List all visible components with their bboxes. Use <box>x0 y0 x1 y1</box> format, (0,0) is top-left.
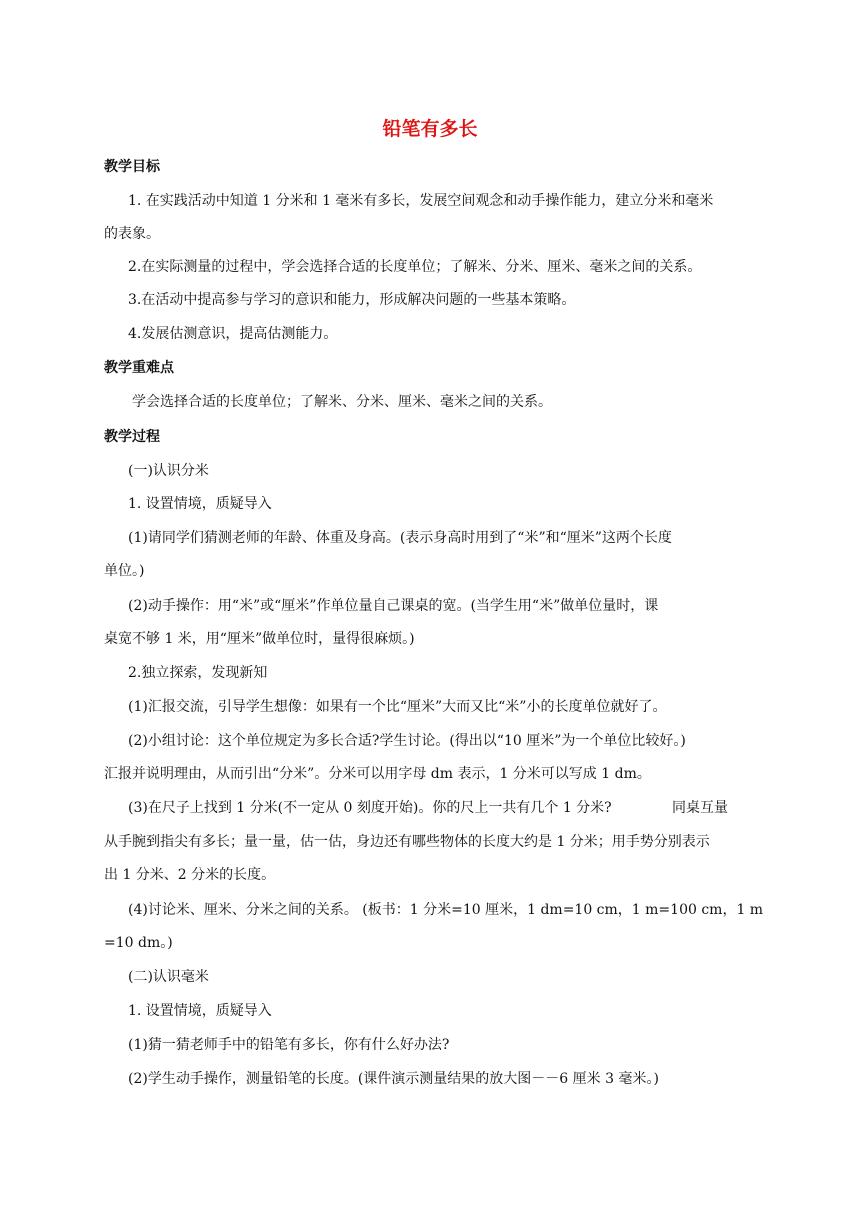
process-section-1: (一)认识分米 <box>128 463 209 479</box>
process-item-4-line-1: (2)小组讨论：这个单位规定为多长合适?学生讨论。(得出以“10 厘米”为一个单位比较好。) <box>128 733 686 749</box>
process-item-1-line-1: (1)请同学们猜测老师的年龄、体重及身高。(表示身高时用到了“米”和“厘米”这两个长度 <box>128 530 672 546</box>
process-item-7: (1)猜一猜老师手中的铅笔有多长，你有什么好办法? <box>128 1037 450 1053</box>
heading-teaching-process: 教学过程 <box>104 429 160 445</box>
process-item-3: (1)汇报交流，引导学生想像：如果有一个比“厘米”大而又比“米”小的长度单位就好了。 <box>128 699 667 715</box>
process-item-6-line-2: =10 dm。) <box>104 935 173 951</box>
process-item-2-line-2: 桌宽不够 1 米，用“厘米”做单位时，量得很麻烦。) <box>104 631 415 647</box>
process-item-1-line-2: 单位。) <box>104 563 145 579</box>
process-item-2-line-1: (2)动手操作：用“米”或“厘米”作单位量自己课桌的宽。(当学生用“米”做单位量时，课 <box>128 598 659 614</box>
process-step-3: 1. 设置情境，质疑导入 <box>128 1003 272 1019</box>
heading-key-points: 教学重难点 <box>104 360 174 376</box>
process-section-2: (二)认识毫米 <box>128 969 209 985</box>
key-points-text: 学会选择合适的长度单位；了解米、分米、厘米、毫米之间的关系。 <box>132 394 552 410</box>
process-item-5-line-1-tail: 同桌互量 <box>672 800 728 816</box>
process-step-2: 2.独立探索，发现新知 <box>128 665 268 681</box>
process-item-5-line-1: (3)在尺子上找到 1 分米(不一定从 0 刻度开始)。你的尺上一共有几个 1 分米? <box>128 800 612 816</box>
process-step-1: 1. 设置情境，质疑导入 <box>128 496 272 512</box>
process-item-5-line-2: 从手腕到指尖有多长；量一量，估一估，身边还有哪些物体的长度大约是 1 分米；用手势分别表示 <box>104 834 710 850</box>
process-item-5-line-3: 出 1 分米、2 分米的长度。 <box>104 867 276 883</box>
heading-teaching-goals: 教学目标 <box>104 159 160 175</box>
goal-1-line-2: 的表象。 <box>104 226 160 242</box>
goal-2: 2.在实际测量的过程中，学会选择合适的长度单位；了解米、分米、厘米、毫米之间的关系。 <box>128 259 702 275</box>
document-title: 铅笔有多长 <box>382 118 478 140</box>
goal-4: 4.发展估测意识，提高估测能力。 <box>128 326 338 342</box>
process-item-6-line-1: (4)讨论米、厘米、分米之间的关系。 (板书：1 分米=10 厘米，1 dm=10 cm，1 m=100 cm，1 m <box>128 902 764 918</box>
goal-3: 3.在活动中提高参与学习的意识和能力，形成解决问题的一些基本策略。 <box>128 292 576 308</box>
process-item-4-line-2: 汇报并说明理由，从而引出“分米”。分米可以用字母 dm 表示，1 分米可以写成 1 dm。 <box>104 766 651 782</box>
goal-1-line-1: 1. 在实践活动中知道 1 分米和 1 毫米有多长，发展空间观念和动手操作能力，建立分米和毫米 <box>128 193 714 209</box>
process-item-8: (2)学生动手操作，测量铅笔的长度。(课件演示测量结果的放大图－－6 厘米 3 毫米。) <box>128 1071 659 1087</box>
